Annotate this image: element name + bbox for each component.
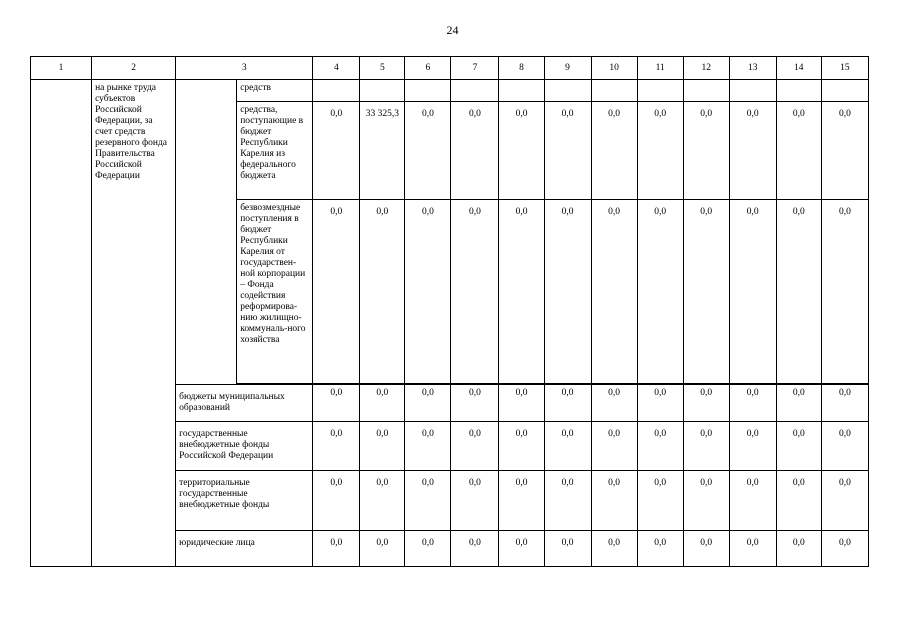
program-description-cell: на рынке труда субъектов Российской Федерации, за счет средств резервного фонда Правительства Российской Федерации [92,80,176,567]
header-cell: 10 [591,57,637,80]
value-cell [405,80,451,102]
value-cell: 0,0 [821,422,868,471]
value-cell [821,80,868,102]
header-cell: 13 [729,57,776,80]
funding-source-label: государственные внебюджетные фонды Российской Федерации [176,422,313,471]
value-cell: 0,0 [776,200,821,384]
funding-source-label: бюджеты муниципальных образований [176,385,313,422]
value-cell: 0,0 [499,385,544,422]
value-cell: 0,0 [405,385,451,422]
header-cell: 1 [31,57,92,80]
value-cell [729,80,776,102]
header-row [31,57,869,80]
value-cell: 0,0 [451,200,499,384]
value-cell [451,80,499,102]
value-cell: 0,0 [451,385,499,422]
value-cell: 0,0 [637,471,683,531]
value-cell: 0,0 [821,385,868,422]
header-cell: 5 [360,57,405,80]
value-cell: 0,0 [729,102,776,200]
header-cell: 8 [499,57,544,80]
value-cell: 0,0 [776,102,821,200]
funding-source-label: безвозмездные поступления в бюджет Республики Карелия от государствен-ной корпорации – Фонда содействия реформирова-нию жилищно-коммуналь-ного хозяйства [237,200,313,384]
value-cell: 0,0 [499,531,544,567]
value-cell: 0,0 [821,102,868,200]
header-cell: 3 [176,57,313,80]
value-cell: 0,0 [544,102,591,200]
header-cell: 2 [92,57,176,80]
funding-source-label: территориальные государственные внебюджетные фонды [176,471,313,531]
value-cell: 0,0 [637,385,683,422]
value-cell: 0,0 [544,200,591,384]
value-cell: 0,0 [544,471,591,531]
value-cell: 0,0 [591,422,637,471]
value-cell: 0,0 [499,471,544,531]
value-cell [683,80,729,102]
value-cell: 0,0 [313,471,360,531]
value-cell: 0,0 [405,471,451,531]
value-cell: 0,0 [683,102,729,200]
header-cell: 11 [637,57,683,80]
value-cell: 0,0 [360,385,405,422]
value-cell: 0,0 [821,531,868,567]
value-cell: 0,0 [405,531,451,567]
header-cell: 4 [313,57,360,80]
header-cell: 12 [683,57,729,80]
value-cell: 0,0 [544,531,591,567]
value-cell: 0,0 [360,422,405,471]
value-cell: 0,0 [683,200,729,384]
value-cell: 0,0 [591,471,637,531]
value-cell [499,80,544,102]
value-cell [776,80,821,102]
value-cell: 0,0 [499,102,544,200]
value-cell: 0,0 [729,471,776,531]
value-cell: 0,0 [683,471,729,531]
value-cell: 0,0 [729,422,776,471]
value-cell: 0,0 [776,422,821,471]
value-cell: 0,0 [360,200,405,384]
value-cell [591,80,637,102]
value-cell: 0,0 [821,471,868,531]
value-cell: 0,0 [637,422,683,471]
value-cell: 0,0 [313,531,360,567]
value-cell [544,80,591,102]
funding-source-label: юридические лица [176,531,313,567]
value-cell: 0,0 [499,422,544,471]
value-cell: 0,0 [313,200,360,384]
value-cell: 33 325,3 [360,102,405,200]
value-cell: 0,0 [637,200,683,384]
value-cell: 0,0 [683,422,729,471]
value-cell: 0,0 [776,471,821,531]
value-cell: 0,0 [637,531,683,567]
funding-group-cell [176,80,237,385]
value-cell: 0,0 [729,531,776,567]
value-cell: 0,0 [405,102,451,200]
value-cell: 0,0 [313,385,360,422]
value-cell: 0,0 [544,385,591,422]
value-cell: 0,0 [360,531,405,567]
value-cell: 0,0 [451,531,499,567]
value-cell: 0,0 [499,200,544,384]
value-cell: 0,0 [776,531,821,567]
column-1-cell [31,80,92,567]
value-cell: 0,0 [683,531,729,567]
value-cell: 0,0 [683,385,729,422]
header-cell: 14 [776,57,821,80]
page-number: 24 [446,23,459,37]
value-cell: 0,0 [451,102,499,200]
value-cell: 0,0 [591,531,637,567]
funding-source-label: средств [237,80,313,102]
value-cell: 0,0 [591,102,637,200]
value-cell: 0,0 [405,200,451,384]
value-cell: 0,0 [405,422,451,471]
value-cell: 0,0 [637,102,683,200]
value-cell: 0,0 [313,102,360,200]
header-cell: 7 [451,57,499,80]
value-cell: 0,0 [776,385,821,422]
value-cell: 0,0 [313,422,360,471]
header-cell: 9 [544,57,591,80]
value-cell: 0,0 [544,422,591,471]
value-cell: 0,0 [360,471,405,531]
value-cell: 0,0 [591,200,637,384]
budget-table [30,56,869,567]
funding-source-label: средства, поступающие в бюджет Республики Карелия из федерального бюджета [237,102,313,200]
value-cell: 0,0 [451,471,499,531]
value-cell [637,80,683,102]
value-cell: 0,0 [729,200,776,384]
value-cell: 0,0 [591,385,637,422]
value-cell [360,80,405,102]
value-cell: 0,0 [821,200,868,384]
value-cell: 0,0 [451,422,499,471]
value-cell [313,80,360,102]
header-cell: 15 [821,57,868,80]
header-cell: 6 [405,57,451,80]
table-row [31,80,869,102]
value-cell: 0,0 [729,385,776,422]
